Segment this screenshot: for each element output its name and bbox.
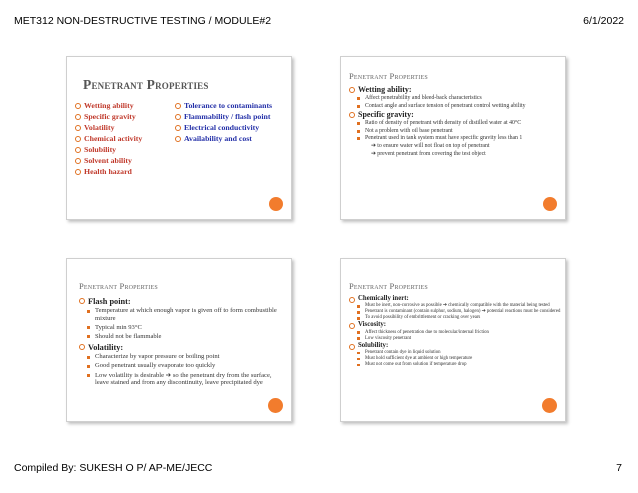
date-header: 6/1/2022 [583,15,624,27]
list-item: Must hold sufficient dye at ambient or high temperature [349,356,561,361]
section-heading: Chemically inert: [349,295,561,303]
arrow-point: ➔ to ensure water will not float on top of penetrant [371,142,490,149]
list-item: Typical min 93°C [79,324,285,332]
list-item: Availability and cost [175,134,287,145]
ring-bullet-icon [75,114,81,120]
ring-bullet-icon [175,114,181,120]
arrow-point: ➔ prevent penetrant from covering the test object [371,150,486,157]
ring-bullet-icon [75,169,81,175]
course-header: MET312 NON-DESTRUCTIVE TESTING / MODULE#2 [14,15,272,27]
square-bullet-icon [357,311,360,314]
square-bullet-icon [87,374,90,377]
square-bullet-icon [87,326,90,329]
list-item: Health hazard [75,167,175,178]
ring-bullet-icon [75,136,81,142]
sub-list [349,350,561,367]
slide-title: Penetrant Properties [349,71,428,81]
sub-list [349,303,561,320]
list-item: Characterize by vapor pressure or boiling point [79,353,285,361]
section-heading: Specific gravity: [349,110,561,120]
list-item: Solubility [75,145,175,156]
square-bullet-icon [357,317,360,320]
ring-bullet-icon [349,297,355,303]
list-item: Flammability / flash point [175,112,287,123]
square-bullet-icon [357,305,360,308]
slide-title: Penetrant Properties [83,77,209,92]
slide-thumbnail-2 [340,56,566,220]
ring-bullet-icon [349,112,355,118]
list-item: Ratio of density of penetrant with density of distilled water at 40°C [349,120,561,127]
list-item: Low volatility is desirable ➔ so the penetrant dry from the surface, leave stained and from any discontinuity, leave precipitated dye [79,372,285,387]
list-item: Low viscosity penetrant [349,336,561,341]
square-bullet-icon [357,137,360,140]
page-number: 7 [616,462,622,474]
list-item: Not a problem with oil base penetrant [349,128,561,135]
list-item: Volatility [75,123,175,134]
orange-dot-icon [268,398,283,413]
ring-bullet-icon [75,103,81,109]
sub-list [79,353,285,387]
section-heading: Volatility: [79,342,285,353]
list-item: To avoid possibility of embrittlement or cracking over years [349,315,561,320]
ring-bullet-icon [79,344,85,350]
section-heading: Viscosity: [349,321,561,329]
list-item: Wetting ability [75,101,175,112]
orange-dot-icon [542,398,557,413]
square-bullet-icon [87,356,90,359]
property-list-left [75,101,175,178]
list-item: Must be inert, non-corrosive as possible ➔ chemically compatible with the material being tested [349,303,561,308]
square-bullet-icon [87,365,90,368]
slide-body [79,296,285,388]
list-item: Penetrant is contaminant (contain sulphur, sodium, halogen) ➔ potential reactions must be considered [349,309,561,314]
slide-thumbnail-1 [66,56,292,220]
sub-list [349,120,561,142]
list-item: Tolerance to contaminants [175,101,287,112]
square-bullet-icon [357,364,360,367]
list-item: Solvent ability [75,156,175,167]
list-item: Must not come out from solution if temperature drop [349,362,561,367]
square-bullet-icon [357,337,360,340]
sub-list [79,307,285,341]
section-heading: Solubility: [349,342,561,350]
square-bullet-icon [87,335,90,338]
sub-list [349,95,561,109]
list-item: Penetrant contain dye in liquid solution [349,350,561,355]
list-item: Specific gravity [75,112,175,123]
square-bullet-icon [87,310,90,313]
list-item: Temperature at which enough vapor is given off to form combustible mixture [79,307,285,322]
square-bullet-icon [357,331,360,334]
slide-title: Penetrant Properties [79,281,158,291]
property-list-right [175,101,287,145]
sub-list [349,330,561,341]
ring-bullet-icon [75,147,81,153]
ring-bullet-icon [175,136,181,142]
list-item: Chemical activity [75,134,175,145]
ring-bullet-icon [75,158,81,164]
slide-thumbnail-3 [66,258,292,422]
orange-dot-icon [543,197,557,211]
square-bullet-icon [357,122,360,125]
slide-body [349,295,561,368]
slide-title: Penetrant Properties [349,281,428,291]
square-bullet-icon [357,105,360,108]
list-item: Penetrant used in tank system must have specific gravity less than 1 [349,135,561,142]
orange-dot-icon [269,197,283,211]
ring-bullet-icon [175,125,181,131]
section-heading: Wetting ability: [349,85,561,95]
ring-bullet-icon [175,103,181,109]
ring-bullet-icon [349,323,355,329]
ring-bullet-icon [349,344,355,350]
slide-body [349,85,561,158]
square-bullet-icon [357,97,360,100]
ring-bullet-icon [79,298,85,304]
ring-bullet-icon [75,125,81,131]
list-item: Affect thickness of penetration due to molecular/internal friction [349,330,561,335]
slide-thumbnail-4 [340,258,566,422]
list-item: Contact angle and surface tension of penetrant control wetting ability [349,103,561,110]
list-item: Electrical conductivity [175,123,287,134]
list-item: Good penetrant usually evaporate too quickly [79,362,285,370]
list-item: Affect penetrability and bleed-back characteristics [349,95,561,102]
square-bullet-icon [357,358,360,361]
square-bullet-icon [357,352,360,355]
square-bullet-icon [357,130,360,133]
section-heading: Flash point: [79,296,285,307]
ring-bullet-icon [349,87,355,93]
compiled-by-footer: Compiled By: SUKESH O P/ AP-ME/JECC [14,462,213,474]
list-item: Should not be flammable [79,333,285,341]
